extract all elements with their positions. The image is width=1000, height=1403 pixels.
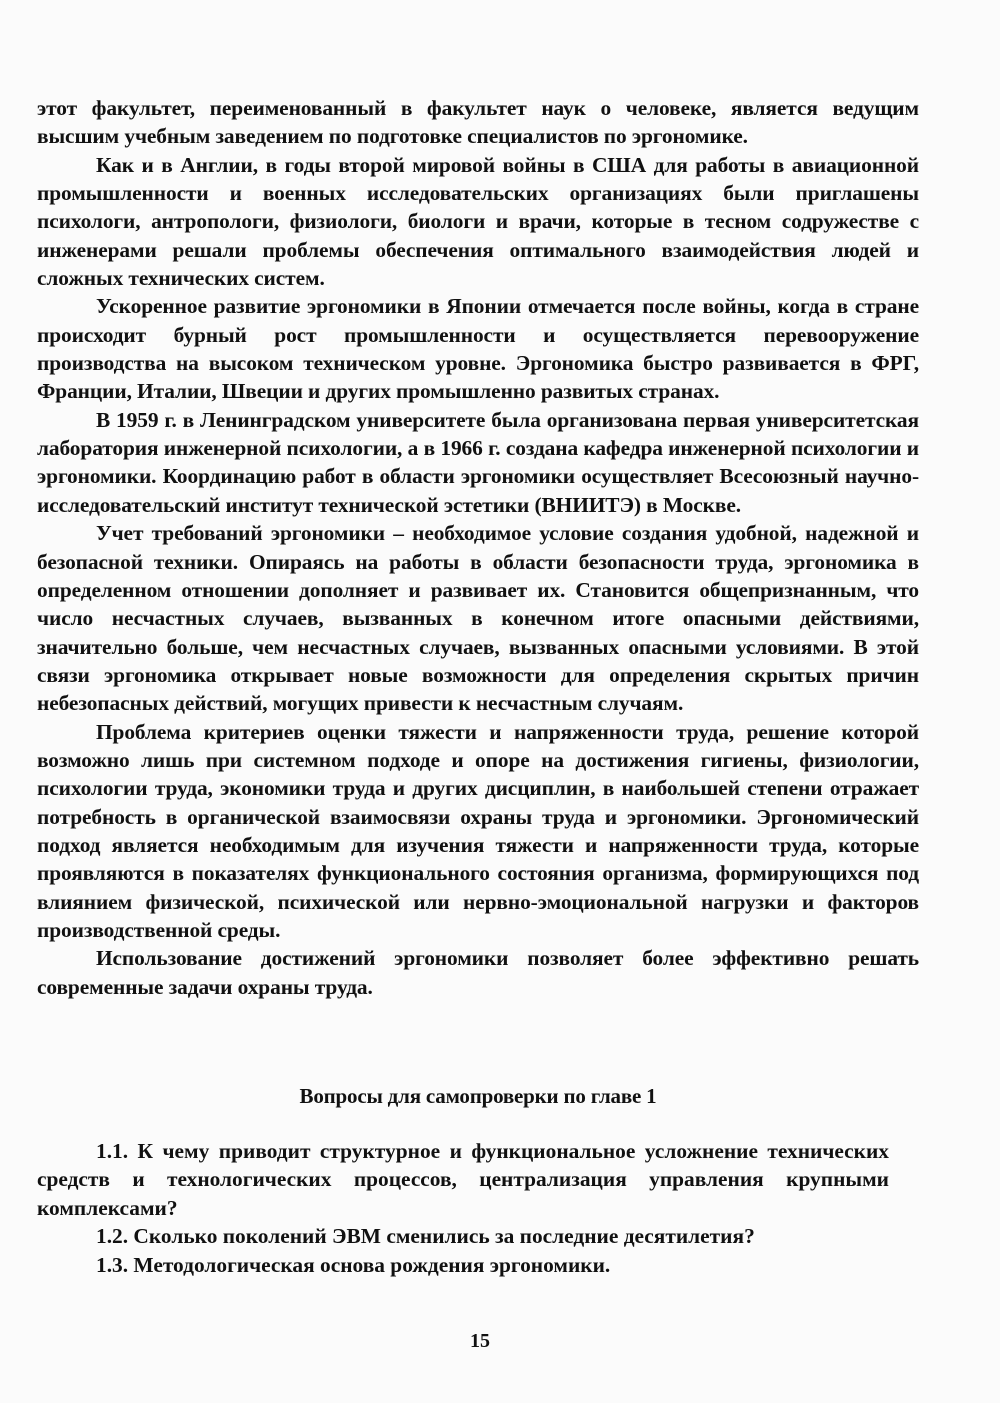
paragraph-safety-requirements: Учет требований эргономики – необходимое условие создания удобной, надежной и безопасной техники. Опираясь на работы в области безопасности труда, эргономика в определенном отношении дополняет и развивает их. Становится общепризнанным, что число несчастных случаев, вызванных в конечном итоге опасными действиями, значительно больше, чем несчастных случаев, вызванных опасными условиями. В этой связи эргономика открывает новые возможности для определения скрытых причин небезопасных действий, могущих привести к несчастным случаям. xyxy=(37,521,919,716)
paragraph-japan-ergonomics: Ускоренное развитие эргономики в Японии отмечается после войны, когда в стране происходит бурный рост промышленности и осуществляется перевооружение производства на высоком техническом уровне. Эргономика быстро развивается в ФРГ, Франции, Италии, Швеции и других промышленно развитых странах. xyxy=(37,294,919,404)
question-item: 1.2. Сколько поколений ЭВМ сменились за последние десятилетия? xyxy=(96,1224,755,1249)
question-item: 1.3. Методологическая основа рождения эргономики. xyxy=(96,1252,611,1277)
paragraph-leningrad-lab: В 1959 г. в Ленинградском университете была организована первая университетская лаборатория инженерной психологии, а в 1966 г. создана кафедра инженерной психологии и эргономики. Координацию работ в области эргономики осуществляет Всесоюзный научно-исследовательский институт технической эстетики (ВНИИТЭ) в Москве. xyxy=(37,407,919,517)
paragraph-usa-ergonomics: Как и в Англии, в годы второй мировой войны в США для работы в авиационной промышленности и военных исследовательских организациях были приглашены психологи, антропологи, физиологи, биологи и врачи, которые в тесном содружестве с инженерами решали проблемы обеспечения оптимального взаимодействия людей и сложных технических систем. xyxy=(37,152,919,291)
paragraph-conclusion: Использование достижений эргономики позволяет более эффективно решать современные задачи охраны труда. xyxy=(37,946,919,999)
review-questions-heading: Вопросы для самопроверки по главе 1 xyxy=(299,1084,657,1108)
question-item: 1.1. К чему приводит структурное и функциональное усложнение технических средств и технологических процессов, централизация управления крупными комплексами? xyxy=(37,1139,889,1220)
review-questions-list xyxy=(37,1137,889,1279)
page-number: 15 xyxy=(470,1330,490,1352)
paragraph-continuation: этот факультет, переименованный в факультет наук о человеке, является ведущим высшим учебным заведением по подготовке специалистов по эргономике. xyxy=(37,96,919,149)
main-text xyxy=(37,94,919,1001)
paragraph-labor-criteria: Проблема критериев оценки тяжести и напряженности труда, решение которой возможно лишь при системном подходе и опоре на достижения гигиены, физиологии, психологии труда, экономики труда и других дисциплин, в наибольшей степени отражает потребность в органической взаимосвязи охраны труда и эргономики. Эргономический подход является необходимым для изучения тяжести и напряженности труда, которые проявляются в показателях функционального состояния организма, формирующихся под влиянием физической, психической или нервно-эмоциональной нагрузки и факторов производственной среды. xyxy=(37,719,919,942)
